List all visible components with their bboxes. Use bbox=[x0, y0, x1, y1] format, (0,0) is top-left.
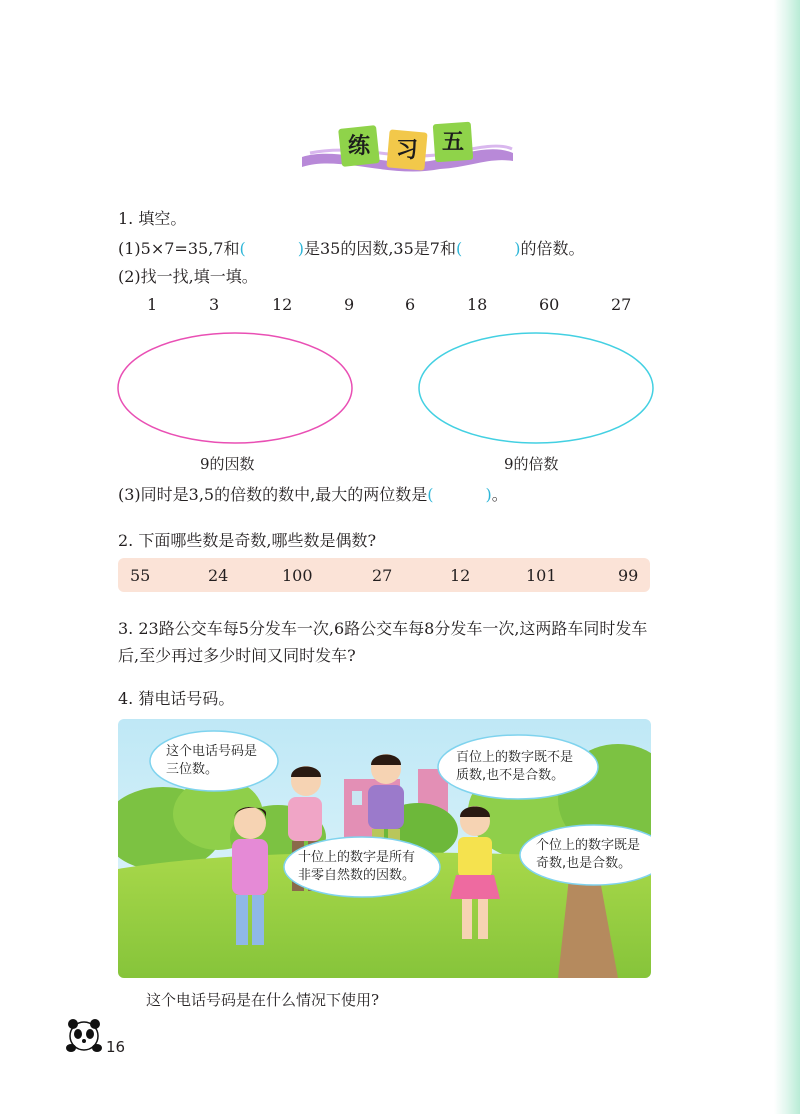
factors-of-9-oval[interactable] bbox=[118, 333, 352, 443]
q1-part3-open-paren: ( bbox=[427, 485, 434, 504]
number-60[interactable]: 60 bbox=[539, 295, 560, 314]
title-banner bbox=[300, 115, 515, 181]
bubble-4-text bbox=[536, 837, 640, 873]
bubble-3-line-1: 十位上的数字是所有 bbox=[298, 850, 416, 865]
title-char-2: 习 bbox=[395, 137, 418, 163]
oe-number-100[interactable]: 100 bbox=[282, 566, 313, 585]
number-1[interactable]: 1 bbox=[147, 295, 158, 314]
q2-heading: 2. 下面哪些数是奇数,哪些数是偶数? bbox=[118, 531, 377, 550]
q1-part1 bbox=[118, 238, 584, 260]
q1-part1-close-paren-2: ) bbox=[514, 239, 521, 258]
oval-diagram bbox=[110, 328, 670, 448]
q1-part1-prefix: (1)5×7=35,7和 bbox=[118, 239, 240, 258]
oe-number-12[interactable]: 12 bbox=[450, 566, 471, 585]
bubble-1-text bbox=[166, 743, 257, 779]
q3-line-2: 后,至少再过多少时间又同时发车? bbox=[118, 646, 356, 665]
page-number: 16 bbox=[106, 1038, 126, 1056]
q1-part3-close-paren: ) bbox=[485, 485, 492, 504]
q1-part3-suffix: 。 bbox=[491, 485, 508, 504]
multiples-of-9-label: 9的倍数 bbox=[504, 455, 559, 473]
title-char-3: 五 bbox=[441, 129, 464, 155]
q1-part1-middle: 是35的因数,35是7和 bbox=[303, 239, 456, 258]
bubble-4-line-1: 个位上的数字既是 bbox=[536, 838, 641, 853]
bubble-2-text bbox=[456, 749, 573, 785]
q1-part3-prefix: (3)同时是3,5的倍数的数中,最大的两位数是 bbox=[118, 485, 428, 504]
q1-part1-suffix: 的倍数。 bbox=[520, 239, 585, 258]
number-3[interactable]: 3 bbox=[209, 295, 220, 314]
q1-part2-prompt: (2)找一找,填一填。 bbox=[118, 267, 258, 286]
oe-number-55[interactable]: 55 bbox=[130, 566, 151, 585]
q1-part1-open-paren-2: ( bbox=[455, 239, 463, 258]
page-edge-strip bbox=[774, 0, 800, 1114]
q1-part1-open-paren-1: ( bbox=[239, 239, 246, 258]
number-27[interactable]: 27 bbox=[611, 295, 632, 314]
oe-number-99[interactable]: 99 bbox=[618, 566, 639, 585]
number-9[interactable]: 9 bbox=[344, 295, 355, 314]
number-18[interactable]: 18 bbox=[467, 295, 488, 314]
factors-of-9-label: 9的因数 bbox=[200, 455, 255, 473]
bubble-3-line-2: 非零自然数的因数。 bbox=[298, 868, 416, 883]
panda-icon bbox=[63, 1014, 105, 1056]
bubble-2-line-2: 质数,也不是合数。 bbox=[456, 768, 565, 783]
q4-heading: 4. 猜电话号码。 bbox=[118, 689, 235, 708]
phone-number-scene bbox=[118, 719, 651, 978]
oe-number-24[interactable]: 24 bbox=[208, 566, 229, 585]
q1-part3 bbox=[118, 484, 508, 506]
bubble-1-line-1: 这个电话号码是 bbox=[166, 744, 258, 759]
multiples-of-9-oval[interactable] bbox=[419, 333, 653, 443]
oe-number-27[interactable]: 27 bbox=[372, 566, 393, 585]
number-6[interactable]: 6 bbox=[405, 295, 416, 314]
q1-heading: 1. 填空。 bbox=[118, 209, 187, 228]
bubble-3-text bbox=[298, 849, 415, 885]
number-12[interactable]: 12 bbox=[272, 295, 293, 314]
q1-part1-close-paren-1: ) bbox=[297, 239, 304, 258]
bubble-4-line-2: 奇数,也是合数。 bbox=[536, 856, 632, 871]
q4-question: 这个电话号码是在什么情况下使用? bbox=[146, 991, 380, 1009]
title-char-1: 练 bbox=[347, 133, 370, 159]
odd-even-number-bar bbox=[118, 558, 650, 592]
q3-line-1: 3. 23路公交车每5分发车一次,6路公交车每8分发车一次,这两路车同时发车 bbox=[118, 619, 648, 638]
bubble-2-line-1: 百位上的数字既不是 bbox=[456, 750, 574, 765]
bubble-1-line-2: 三位数。 bbox=[166, 762, 219, 777]
oe-number-101[interactable]: 101 bbox=[526, 566, 557, 585]
